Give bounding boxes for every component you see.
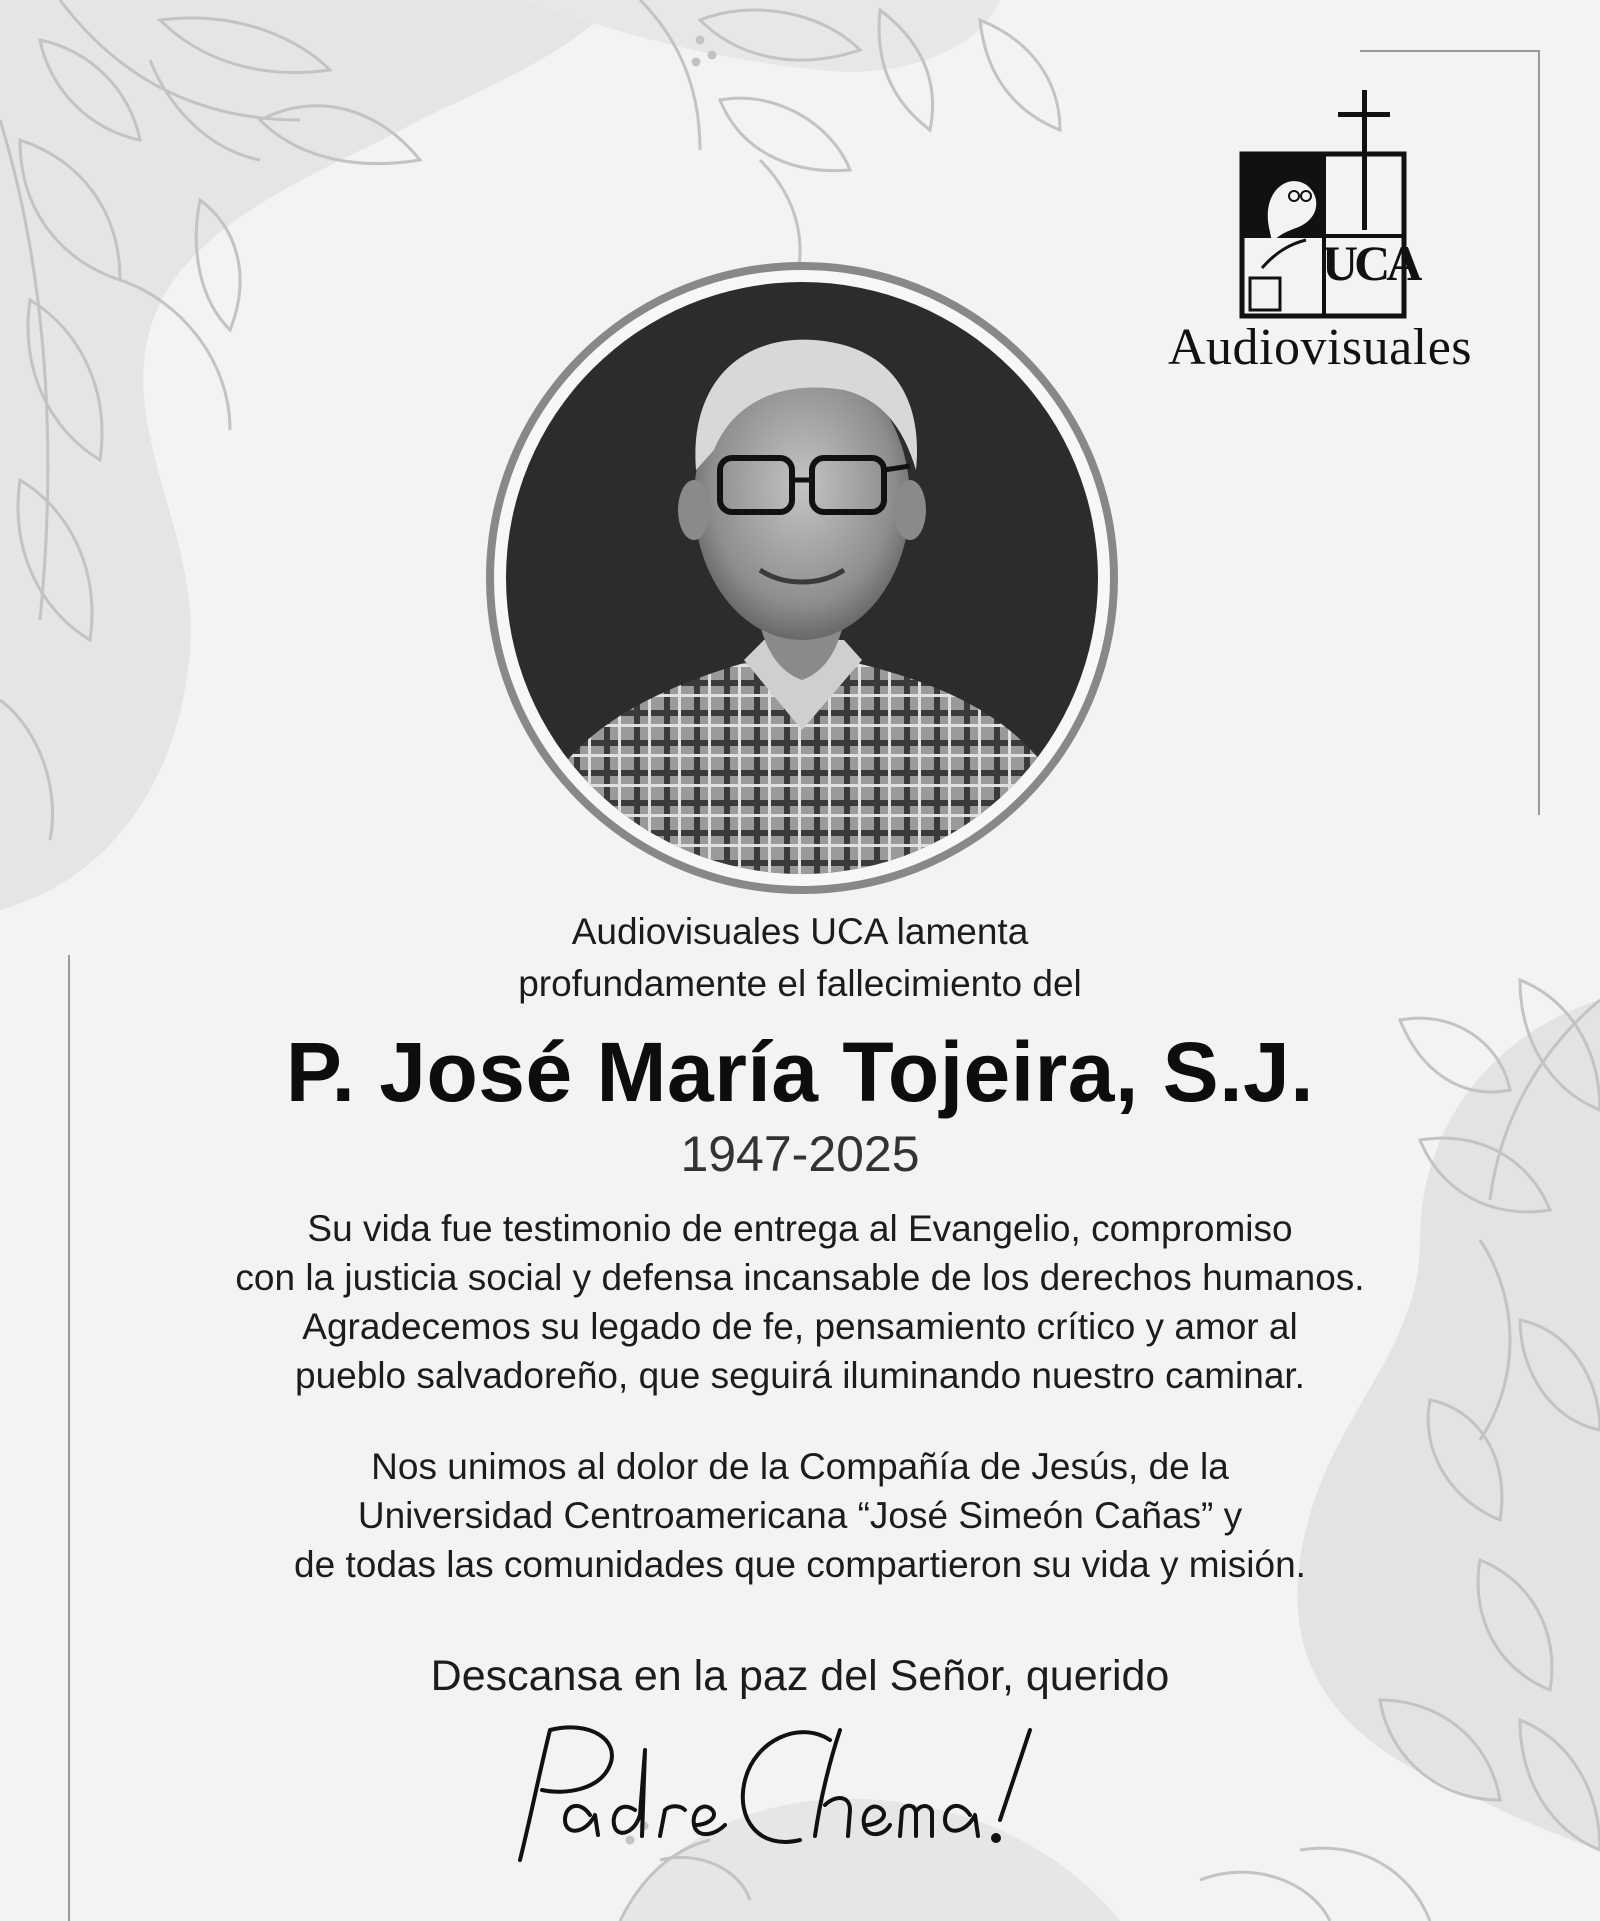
condolence-line: de todas las comunidades que compartieron su vida y misión. xyxy=(294,1544,1306,1585)
intro-line-1: Audiovisuales UCA lamenta xyxy=(571,911,1029,952)
life-years: 1947-2025 xyxy=(680,1126,920,1182)
tribute-line: Agradecemos su legado de fe, pensamiento crítico y amor al xyxy=(302,1306,1298,1347)
person-name: P. José María Tojeira, S.J. xyxy=(285,1025,1315,1119)
tribute-paragraph xyxy=(60,1204,1540,1400)
condolence-line: Nos unimos al dolor de la Compañía de Jesús, de la xyxy=(371,1446,1229,1487)
condolence-line: Universidad Centroamericana “José Simeón Cañas” y xyxy=(357,1495,1243,1536)
closing-line: Descansa en la paz del Señor, querido xyxy=(430,1652,1170,1700)
intro-text xyxy=(60,906,1540,1010)
handwritten-signature xyxy=(470,1710,1130,1870)
intro-line-2: profundamente el fallecimiento del xyxy=(518,963,1082,1004)
condolence-paragraph xyxy=(60,1442,1540,1589)
tribute-line: pueblo salvadoreño, que seguirá iluminando nuestro caminar. xyxy=(295,1355,1305,1396)
logo-monogram: UCA xyxy=(1322,235,1419,291)
tribute-line: con la justicia social y defensa incansable de los derechos humanos. xyxy=(235,1257,1365,1298)
portrait-photo-icon xyxy=(484,260,1120,896)
logo-wordmark: Audiovisuales xyxy=(1167,319,1473,376)
tribute-line: Su vida fue testimonio de entrega al Evangelio, compromiso xyxy=(307,1208,1293,1249)
frame-line-top-right-vertical xyxy=(1538,50,1540,815)
frame-line-top-right-horizontal xyxy=(1360,50,1540,52)
